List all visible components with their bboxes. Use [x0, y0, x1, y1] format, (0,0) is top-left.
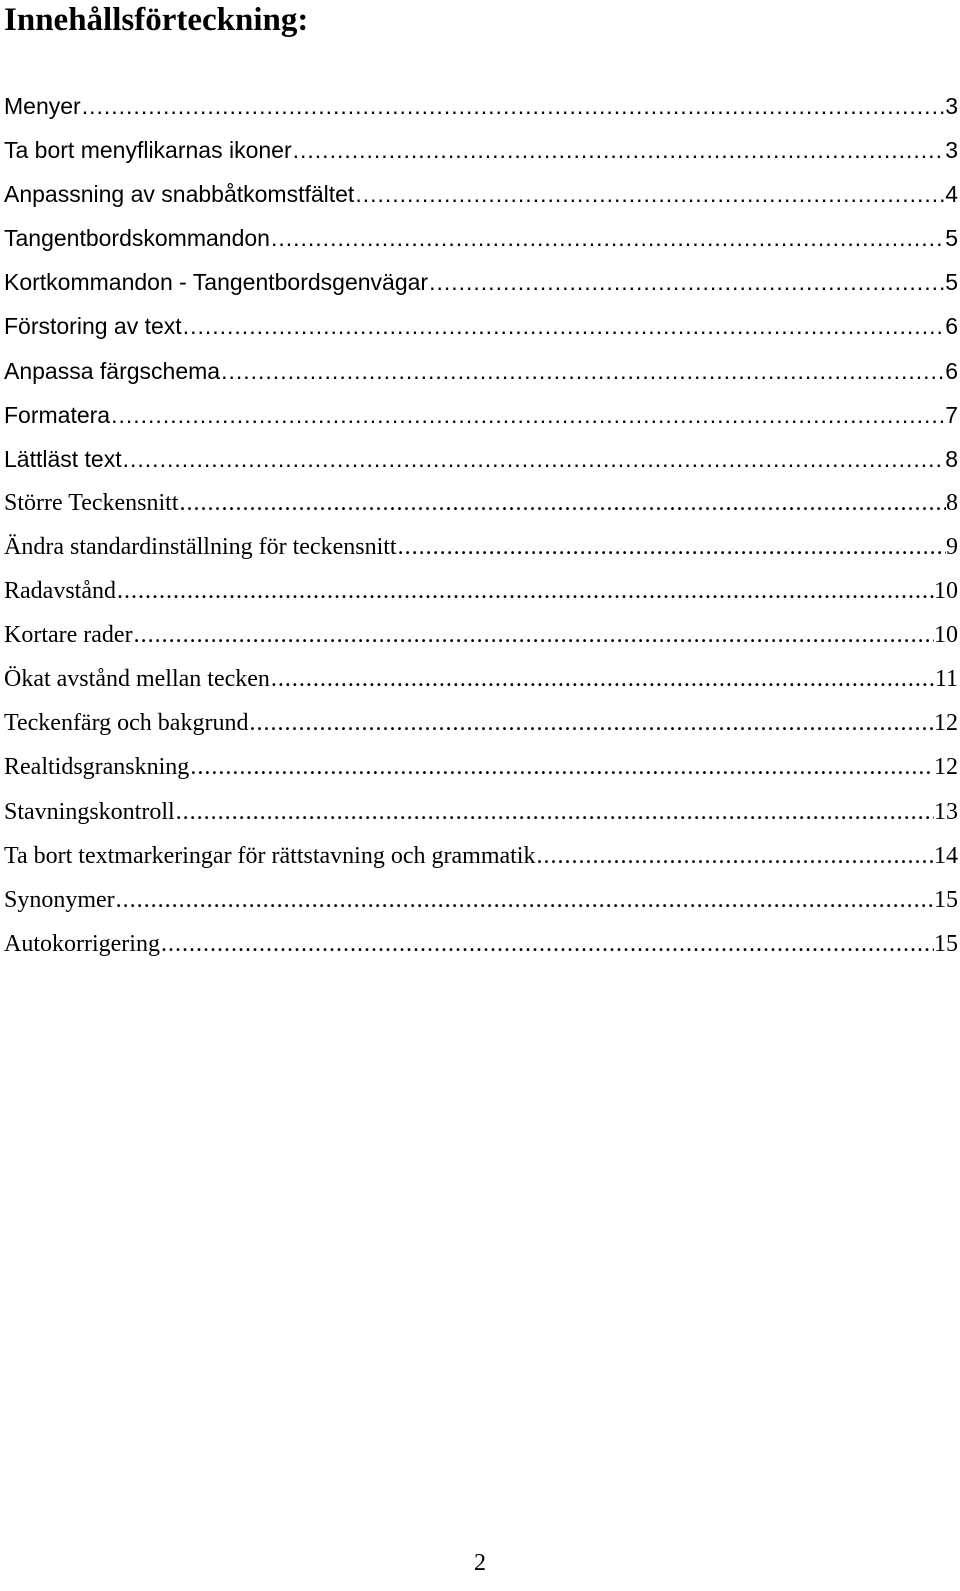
toc-entry[interactable]	[4, 172, 958, 216]
toc-entry-title[interactable]: Lättläst text	[4, 445, 122, 472]
toc-entry-title[interactable]: Anpassa färgschema	[4, 357, 221, 384]
toc-dot-leader	[270, 216, 945, 260]
toc-entry[interactable]	[4, 393, 958, 437]
toc-entry[interactable]	[4, 701, 958, 745]
toc-entry-page-number[interactable]: 15	[934, 930, 958, 957]
toc-entry-title[interactable]: Kortare rader	[4, 622, 133, 649]
toc-entry[interactable]	[4, 128, 958, 172]
toc-entry-page-number[interactable]: 3	[945, 93, 958, 119]
toc-dot-leader	[535, 834, 934, 878]
toc-dot-leader	[133, 613, 934, 657]
toc-entry[interactable]	[4, 84, 958, 128]
toc-dot-leader	[116, 569, 934, 613]
toc-dot-leader	[160, 922, 934, 966]
toc-dot-leader	[122, 437, 946, 481]
toc-entry[interactable]	[4, 349, 958, 393]
toc-dot-leader	[397, 525, 946, 569]
toc-entry-page-number[interactable]: 4	[945, 181, 958, 208]
toc-dot-leader	[270, 657, 935, 701]
toc-entry-page-number[interactable]: 11	[934, 666, 958, 693]
toc-entry-title[interactable]: Teckenfärg och bakgrund	[4, 710, 249, 737]
toc-entry-title[interactable]: Ändra standardinställning för teckensnitt	[4, 533, 397, 560]
toc-entry-title[interactable]: Radavstånd	[4, 578, 116, 605]
toc-entry-page-number[interactable]: 5	[945, 269, 958, 296]
toc-entry[interactable]	[4, 613, 958, 657]
toc-entry[interactable]	[4, 525, 958, 569]
toc-entry-title[interactable]: Tangentbordskommandon	[4, 225, 270, 252]
toc-entry[interactable]	[4, 216, 958, 260]
toc-entry-page-number[interactable]: 6	[945, 357, 958, 384]
toc-entry-page-number[interactable]: 12	[934, 754, 958, 781]
toc-dot-leader	[115, 878, 934, 922]
toc-entry-title[interactable]: Kortkommandon - Tangentbordsgenvägar	[4, 269, 429, 296]
toc-entry[interactable]	[4, 481, 958, 525]
toc-entry-page-number[interactable]: 9	[946, 533, 958, 560]
toc-dot-leader	[179, 481, 946, 525]
toc-entry[interactable]	[4, 569, 958, 613]
toc-entry[interactable]	[4, 437, 958, 481]
toc-dot-leader	[354, 172, 945, 216]
toc-title: Innehållsförteckning:	[4, 2, 309, 38]
toc-entry-page-number[interactable]: 10	[934, 622, 958, 649]
toc-entry[interactable]	[4, 260, 958, 304]
toc-list	[4, 84, 958, 966]
toc-entry[interactable]	[4, 657, 958, 701]
toc-entry-title[interactable]: Autokorrigering	[4, 930, 160, 957]
toc-dot-leader	[292, 128, 946, 172]
toc-dot-leader	[110, 393, 945, 437]
page-number: 2	[474, 1550, 486, 1576]
toc-entry-title[interactable]: Förstoring av text	[4, 313, 182, 340]
toc-dot-leader	[220, 349, 945, 393]
toc-entry[interactable]	[4, 922, 958, 966]
toc-dot-leader	[81, 84, 946, 128]
toc-entry-title[interactable]: Anpassning av snabbåtkomstfältet	[4, 181, 355, 208]
toc-entry-page-number[interactable]: 12	[934, 710, 958, 737]
toc-entry-page-number[interactable]: 7	[945, 401, 958, 428]
toc-entry-title[interactable]: Ta bort textmarkeringar för rättstavning och grammatik	[4, 842, 536, 869]
toc-entry-title[interactable]: Menyer	[4, 93, 81, 119]
toc-dot-leader	[428, 260, 945, 304]
toc-entry-page-number[interactable]: 8	[945, 445, 958, 472]
toc-entry[interactable]	[4, 834, 958, 878]
toc-entry[interactable]	[4, 878, 958, 922]
toc-entry-title[interactable]: Större Teckensnitt	[4, 489, 179, 516]
toc-entry-page-number[interactable]: 5	[945, 225, 958, 252]
toc-entry-page-number[interactable]: 13	[934, 798, 958, 825]
toc-entry-title[interactable]: Realtidsgranskning	[4, 754, 190, 781]
toc-entry-page-number[interactable]: 3	[945, 137, 958, 164]
toc-dot-leader	[182, 304, 946, 348]
toc-entry-title[interactable]: Ta bort menyflikarnas ikoner	[4, 137, 292, 164]
toc-entry[interactable]	[4, 790, 958, 834]
toc-entry-page-number[interactable]: 6	[945, 313, 958, 340]
toc-entry-title[interactable]: Formatera	[4, 401, 111, 428]
toc-dot-leader	[248, 701, 934, 745]
toc-dot-leader	[189, 745, 934, 789]
toc-entry[interactable]	[4, 745, 958, 789]
toc-entry-page-number[interactable]: 8	[946, 489, 958, 516]
toc-entry-page-number[interactable]: 15	[934, 886, 958, 913]
toc-dot-leader	[175, 790, 934, 834]
toc-entry-page-number[interactable]: 14	[934, 842, 958, 869]
toc-entry[interactable]	[4, 304, 958, 348]
toc-entry-title[interactable]: Stavningskontroll	[4, 798, 175, 825]
toc-entry-page-number[interactable]: 10	[934, 578, 958, 605]
toc-entry-title[interactable]: Synonymer	[4, 886, 115, 913]
toc-entry-title[interactable]: Ökat avstånd mellan tecken	[4, 666, 270, 693]
